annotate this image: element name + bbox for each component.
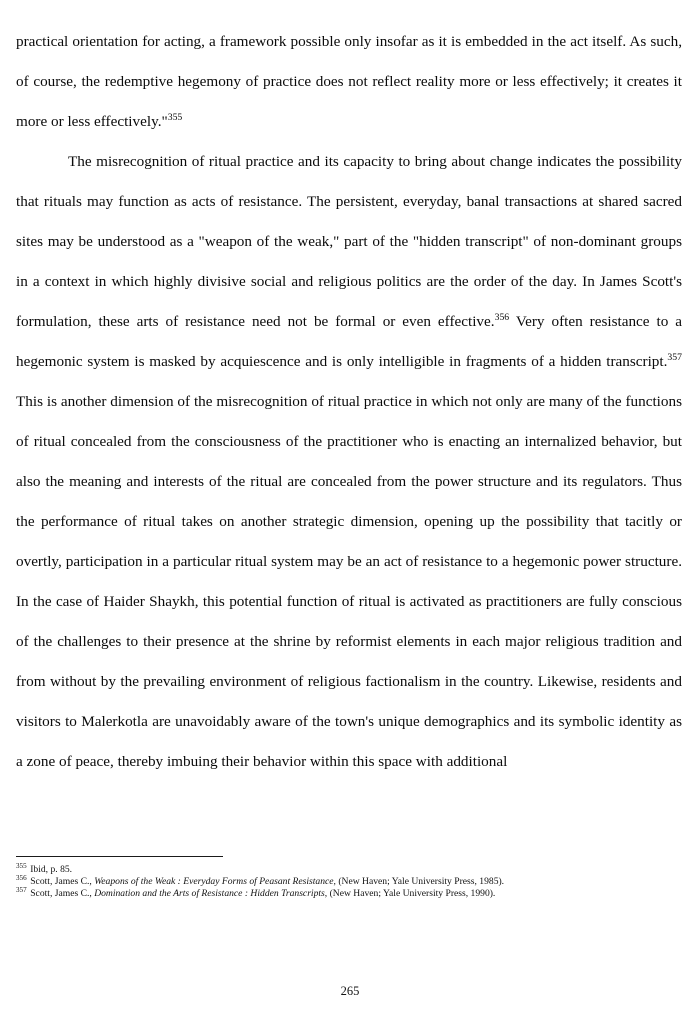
paragraph-para-continued [16, 22, 682, 142]
text-run: , (New Haven; Yale University Press, 1985). [333, 875, 505, 887]
text-run: The misrecognition of ritual practice and its capacity to bring about change indicates the possibility that rituals may function as acts of resistance. The persistent, everyday, banal transactions at shared sacred sites may be understood as a "weapon of the weak," part of the "hidden transcript" of non-dominant groups in a context in which highly divisive social and religious politics are the order of the day. In James Scott's formulation, these arts of resistance need not be formal or even effective. [16, 153, 682, 330]
footnote-marker-355: 355 [16, 861, 27, 870]
text-run: practical orientation for acting, a framework possible only insofar as it is embedded in the act itself. As such, of course, the redemptive hegemony of practice does not reflect reality more or less effectively; it creates it more or less effectively." [16, 33, 682, 130]
footnote-357 [16, 885, 682, 900]
footnote-355 [16, 861, 682, 876]
text-run: Very often resistance to a hegemonic system is masked by acquiescence and is only intelligible in fragments of a hidden transcript. [16, 313, 682, 370]
text-run: Scott, James C., [27, 887, 95, 899]
footnote-marker-356: 356 [16, 873, 27, 882]
footnote-reference-356: 356 [494, 311, 510, 323]
citation-title: Domination and the Arts of Resistance : Hidden Transcripts [94, 887, 325, 899]
paragraph-para-misrecognition [16, 142, 682, 782]
page-number: 265 [340, 984, 360, 998]
footnote-reference-357: 357 [667, 351, 682, 363]
text-run: Ibid, p. 85. [27, 864, 73, 875]
footnotes-region [16, 856, 682, 900]
text-run: Scott, James C., [27, 875, 95, 887]
footnote-marker-357: 357 [16, 885, 27, 894]
text-run: This is another dimension of the misrecognition of ritual practice in which not only are many of the functions of ritual concealed from the consciousness of the practitioner who is enacting an internalized behavior, but also the meaning and interests of the ritual are concealed from the power structure and its regulators. Thus the performance of ritual takes on another strategic dimension, opening up the possibility that tacitly or overtly, participation in a particular ritual system may be an act of resistance to a hegemonic power structure. In the case of Haider Shaykh, this potential function of ritual is activated as practitioners are fully conscious of the challenges to their presence at the shrine by reformist elements in each major religious tradition and from without by the prevailing environment of religious factionalism in the country. Likewise, residents and visitors to Malerkotla are unavoidably aware of the town's unique demographics and its symbolic identity as a zone of peace, thereby imbuing their behavior within this space with additional [16, 393, 682, 770]
footnote-list [16, 861, 682, 900]
citation-title: Weapons of the Weak : Everyday Forms of Peasant Resistance [94, 875, 334, 887]
body-text-region [16, 22, 682, 782]
footnote-356 [16, 873, 682, 888]
text-run: , (New Haven; Yale University Press, 1990). [324, 887, 496, 899]
footnote-separator-rule [16, 856, 223, 857]
footnote-reference-355: 355 [167, 111, 183, 123]
